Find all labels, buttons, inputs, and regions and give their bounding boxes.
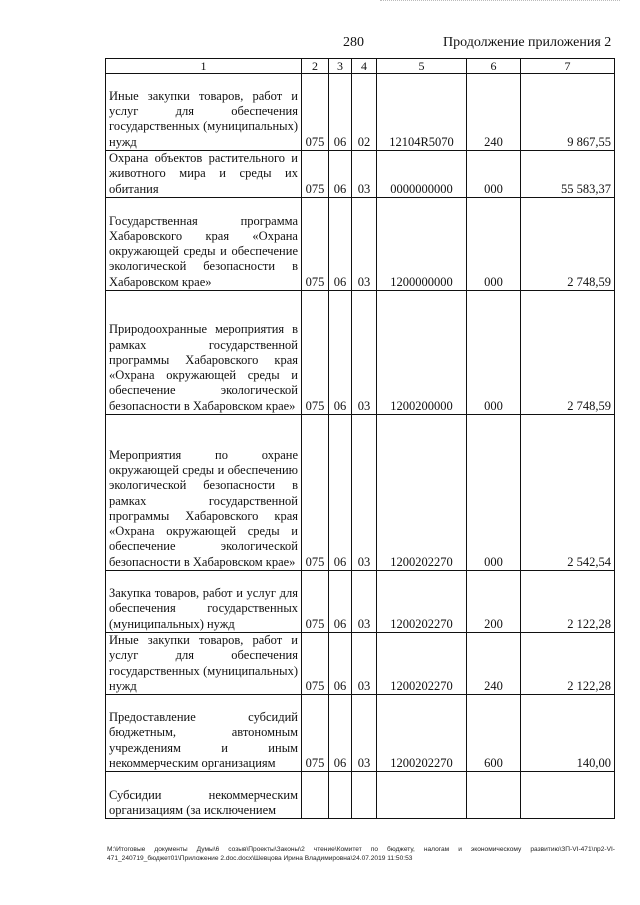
cell-section: [329, 772, 352, 819]
row-name: Иные закупки товаров, работ и услуг для обеспечения государственных (муниципальных) нужд: [106, 633, 302, 695]
table-header-row: [106, 59, 615, 74]
cell-amount: 2 542,54: [521, 415, 615, 571]
cell-ministry: 075: [302, 633, 329, 695]
cell-target-article: 1200202270: [377, 633, 467, 695]
appendix-continuation-label: Продолжение приложения 2: [443, 35, 612, 50]
cell-section: 06: [329, 415, 352, 571]
cell-amount: 2 748,59: [521, 198, 615, 291]
table-row: [106, 198, 615, 291]
cell-section: 06: [329, 198, 352, 291]
cell-ministry: 075: [302, 571, 329, 633]
table-row: [106, 74, 615, 151]
column-header: 3: [329, 59, 352, 74]
row-name: Мероприятия по охране окружающей среды и обеспечению экологической безопасности в рамках государственной программы Хабаровского края «Охрана окружающей среды и обеспечение экологической безопасности в Хабаровском крае»: [106, 415, 302, 571]
cell-amount: 9 867,55: [521, 74, 615, 151]
cell-amount: 140,00: [521, 695, 615, 772]
cell-ministry: 075: [302, 291, 329, 415]
cell-section: 06: [329, 151, 352, 198]
cell-ministry: 075: [302, 415, 329, 571]
cell-amount: 2 122,28: [521, 571, 615, 633]
top-edge-mark: [380, 0, 620, 7]
cell-amount: 2 748,59: [521, 291, 615, 415]
cell-section: 06: [329, 571, 352, 633]
page-number: 280: [343, 35, 364, 50]
cell-expense-type: [467, 772, 521, 819]
column-header: 2: [302, 59, 329, 74]
cell-expense-type: 240: [467, 633, 521, 695]
cell-ministry: 075: [302, 151, 329, 198]
cell-subsection: 03: [352, 571, 377, 633]
row-name: Субсидии некоммерческим организациям (за исключением: [106, 772, 302, 819]
column-header: 6: [467, 59, 521, 74]
cell-expense-type: 600: [467, 695, 521, 772]
row-name: Предоставление субсидий бюджетным, автономным учреждениям и иным некоммерческим организациям: [106, 695, 302, 772]
cell-subsection: 03: [352, 291, 377, 415]
cell-target-article: [377, 772, 467, 819]
column-header: 4: [352, 59, 377, 74]
cell-amount: [521, 772, 615, 819]
table-row: [106, 695, 615, 772]
cell-subsection: 02: [352, 74, 377, 151]
cell-ministry: 075: [302, 198, 329, 291]
table-row: [106, 571, 615, 633]
document-file-path-footer: М:\Итоговые документы Думы\6 созыв\Проекты\Законы\2 чтение\Комитет по бюджету, налогам и экономическому развитию\ЗП-VI-471\пр2-VI-471_240719_бюджет01\Приложение 2.doc.docx\Шевцова Ирина Владимировна\24.07.2019 11:50:53: [107, 846, 615, 862]
cell-ministry: [302, 772, 329, 819]
cell-subsection: 03: [352, 415, 377, 571]
cell-target-article: 1200202270: [377, 695, 467, 772]
table-row: [106, 415, 615, 571]
cell-subsection: 03: [352, 198, 377, 291]
cell-section: 06: [329, 74, 352, 151]
table-row: [106, 772, 615, 819]
row-name: Природоохранные мероприятия в рамках государственной программы Хабаровского края «Охрана окружающей среды и обеспечение экологической безопасности в Хабаровском крае»: [106, 291, 302, 415]
cell-amount: 2 122,28: [521, 633, 615, 695]
cell-ministry: 075: [302, 74, 329, 151]
cell-section: 06: [329, 633, 352, 695]
column-header: 5: [377, 59, 467, 74]
row-name: Закупка товаров, работ и услуг для обеспечения государственных (муниципальных) нужд: [106, 571, 302, 633]
cell-target-article: 1200200000: [377, 291, 467, 415]
row-name: Государственная программа Хабаровского края «Охрана окружающей среды и обеспечение экологической безопасности в Хабаровском крае»: [106, 198, 302, 291]
cell-subsection: 03: [352, 695, 377, 772]
cell-expense-type: 000: [467, 151, 521, 198]
column-header: 1: [106, 59, 302, 74]
cell-expense-type: 240: [467, 74, 521, 151]
cell-expense-type: 000: [467, 415, 521, 571]
cell-subsection: 03: [352, 633, 377, 695]
row-name: Иные закупки товаров, работ и услуг для обеспечения государственных (муниципальных) нужд: [106, 74, 302, 151]
cell-subsection: [352, 772, 377, 819]
table-row: [106, 291, 615, 415]
cell-ministry: 075: [302, 695, 329, 772]
cell-expense-type: 200: [467, 571, 521, 633]
cell-section: 06: [329, 291, 352, 415]
cell-amount: 55 583,37: [521, 151, 615, 198]
cell-target-article: 1200202270: [377, 571, 467, 633]
table-row: [106, 151, 615, 198]
cell-section: 06: [329, 695, 352, 772]
cell-expense-type: 000: [467, 291, 521, 415]
cell-target-article: 1200000000: [377, 198, 467, 291]
cell-expense-type: 000: [467, 198, 521, 291]
table-row: [106, 633, 615, 695]
column-header: 7: [521, 59, 615, 74]
budget-table: [105, 58, 615, 819]
cell-target-article: 0000000000: [377, 151, 467, 198]
cell-subsection: 03: [352, 151, 377, 198]
row-name: Охрана объектов растительного и животного мира и среды их обитания: [106, 151, 302, 198]
cell-target-article: 12104R5070: [377, 74, 467, 151]
cell-target-article: 1200202270: [377, 415, 467, 571]
